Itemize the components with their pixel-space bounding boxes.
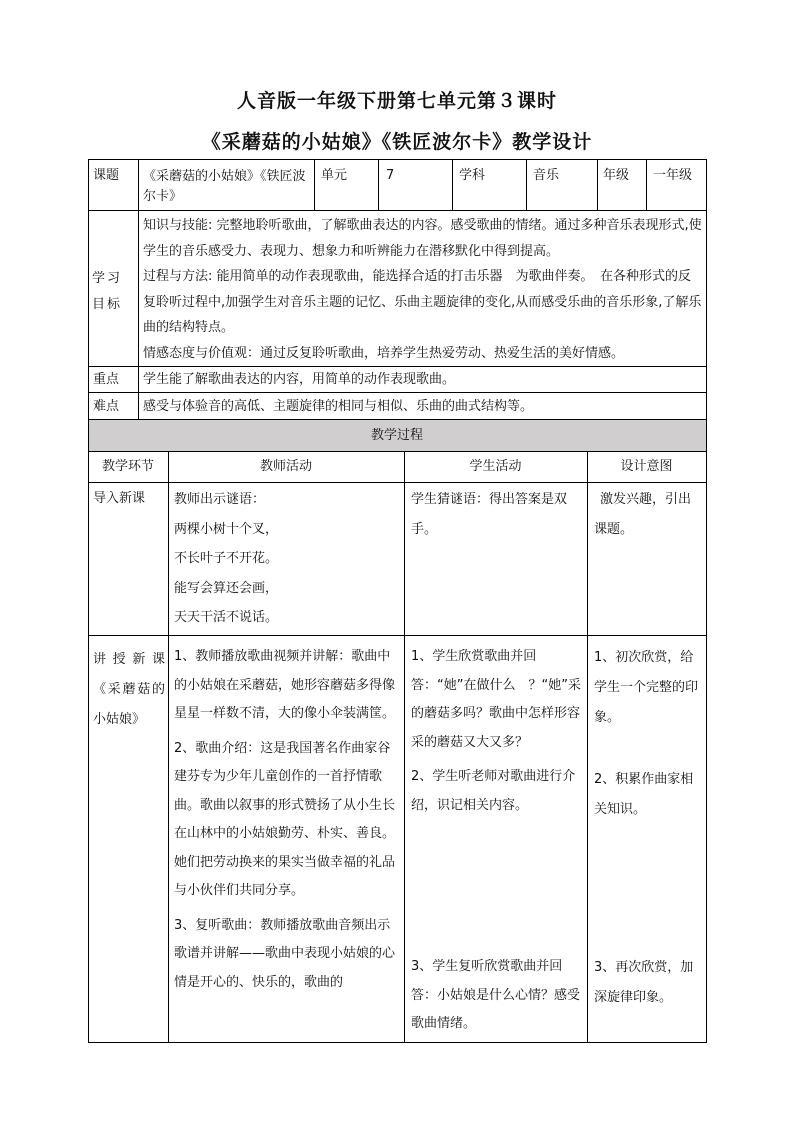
unit-label: 单元	[321, 168, 348, 183]
process-header: 教学过程	[370, 428, 423, 443]
key-label: 重点	[93, 372, 120, 387]
newlesson-intent	[594, 643, 702, 1005]
riddle-line: 能写会算还会画，	[174, 580, 279, 596]
teacher-step-1: 1、教师播放歌曲视频并讲解：歌曲中的小姑娘在采蘑菇，她形容蘑菇多得像星星一样数不清，大的像小伞装满筐。	[174, 649, 396, 721]
document-title: 人音版一年级下册第七单元第３课时	[236, 90, 557, 112]
intent-step-3: 3、再次欣赏，加深旋律印象。	[594, 960, 694, 1005]
goal-process: 过程与方法: 能用简单的动作表现歌曲，能选择合适的打击乐器 为歌曲伴奏。 在各种形式的反复聆听过程中,加强学生对音乐主题的记忆、乐曲主题旋律的变化,从而感受乐曲的音乐形象,了解乐曲的结构特点。	[143, 269, 702, 335]
intent-step-2: 2、积累作曲家相关知识。	[594, 772, 694, 817]
intro-teacher	[174, 485, 400, 633]
goals-label: 学习目标	[92, 271, 123, 312]
newlesson-teacher	[174, 643, 400, 997]
teacher-step-3: 3、复听歌曲：教师播放歌曲音频出示歌谱并讲解——歌曲中表现小姑娘的心情是开心的、快乐的，歌曲的	[174, 917, 396, 990]
intro-student: 学生猜谜语：得出答案是双手。	[411, 492, 568, 537]
grade-value: 一年级	[653, 168, 693, 183]
difficulty-value: 感受与体验音的高低、主题旋律的相同与相似、乐曲的曲式结构等。	[143, 399, 534, 414]
col-teacher: 教师活动	[259, 459, 312, 474]
teacher-step-2: 2、歌曲介绍：这是我国著名作曲家谷建芬专为少年儿童创作的一首抒情歌曲。歌曲以叙事的形式赞扬了从小生长在山林中的小姑娘勤劳、朴实、善良。她们把劳动换来的果实当做幸福的礼品与小伙伴们共同分享。	[174, 740, 396, 898]
intro-intent: 激发兴趣，引出课题。	[594, 492, 692, 537]
topic-label: 课题	[93, 168, 120, 183]
topic-value: 《采蘑菇的小姑娘》《铁匠波尔卡》	[143, 169, 306, 204]
difficulty-label: 难点	[93, 399, 120, 414]
unit-value: 7	[386, 168, 395, 183]
riddle-line: 不长叶子不开花。	[174, 551, 279, 566]
col-intent: 设计意图	[620, 459, 673, 474]
col-stage: 教学环节	[101, 459, 154, 474]
student-step-1: 1、学生欣赏歌曲并回答：“她”在做什么 ？“她”采的蘑菇多吗？歌曲中怎样形容采的蘑菇又大又多？	[411, 649, 581, 750]
key-value: 学生能了解歌曲表达的内容，用简单的动作表现歌曲。	[143, 372, 456, 387]
riddle-line: 教师出示谜语：	[174, 492, 266, 507]
riddle-line: 天天干活不说话。	[174, 610, 279, 625]
student-step-2: 2、学生听老师对歌曲进行介绍，识记相关内容。	[411, 769, 576, 813]
intro-stage: 导入新课	[93, 491, 146, 506]
subject-value: 音乐	[533, 168, 560, 183]
subject-label: 学科	[459, 168, 486, 183]
document-subtitle: 《采蘑菇的小姑娘》《铁匠波尔卡》教学设计	[201, 131, 593, 153]
riddle-line: 两棵小树十个叉，	[174, 521, 279, 537]
newlesson-stage: 讲授新课《采蘑菇的小姑娘》	[93, 652, 165, 727]
goals-content	[143, 213, 702, 366]
col-student: 学生活动	[469, 459, 522, 474]
goal-attitude: 情感态度与价值观：通过反复聆听歌曲，培养学生热爱劳动、热爱生活的美好情感。	[143, 345, 625, 361]
grade-label: 年级	[603, 168, 630, 183]
intent-step-1: 1、初次欣赏，给学生一个完整的印象。	[594, 650, 699, 725]
goal-knowledge: 知识与技能: 完整地聆听歌曲，了解歌曲表达的内容。感受歌曲的情绪。通过多种音乐表现形式,使学生的音乐感受力、表现力、想象力和听辨能力在潜移默化中得到提高。	[143, 218, 702, 259]
newlesson-student	[411, 643, 583, 1031]
student-step-3: 3、学生复听欣赏歌曲并回答：小姑娘是什么心情？感受歌曲情绪。	[411, 959, 581, 1031]
